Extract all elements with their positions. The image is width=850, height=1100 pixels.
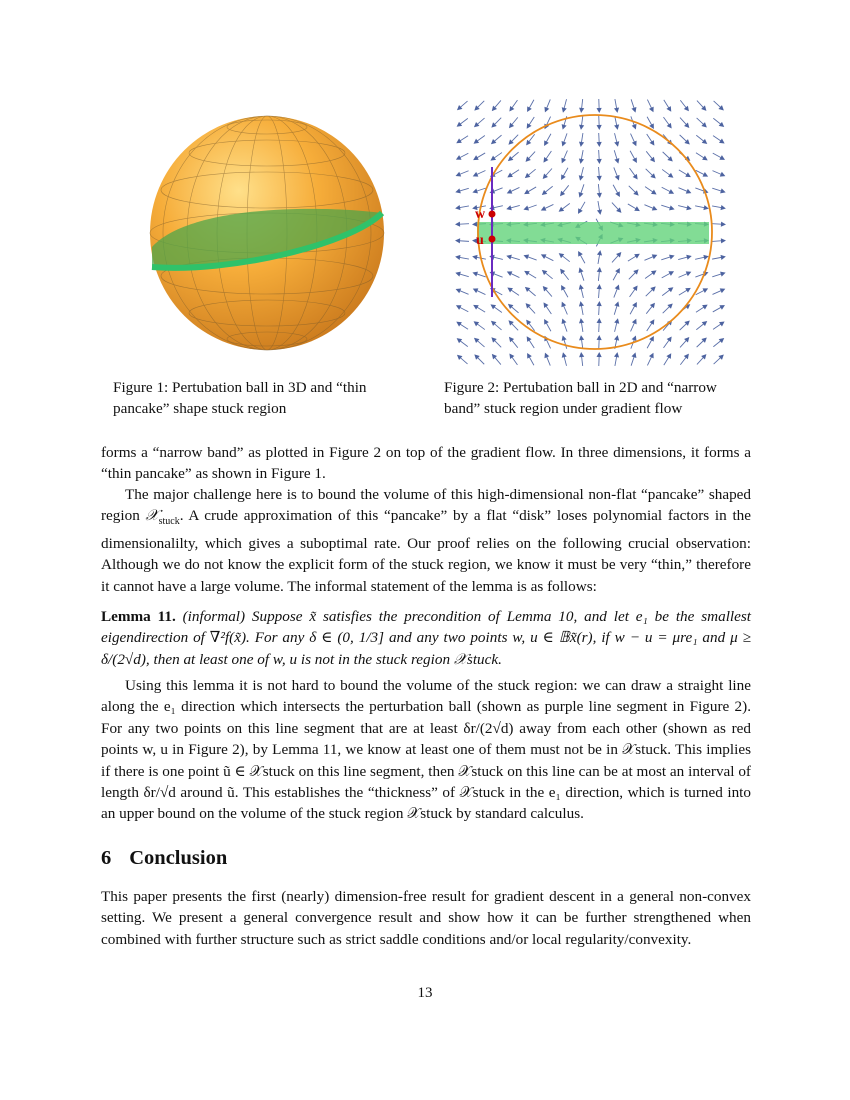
flow-arrow-head — [631, 107, 636, 113]
flow-arrow-head — [560, 269, 565, 275]
flow-arrow-head — [455, 272, 461, 277]
flow-arrow-head — [579, 158, 584, 163]
flow-arrow-head — [720, 272, 726, 277]
figure-2-gradient-flow — [455, 97, 727, 369]
section-number: 6 — [101, 847, 112, 869]
flow-arrow-head — [614, 141, 619, 146]
flow-arrow-head — [456, 138, 462, 143]
stuck-region-symbol: 𝒳 — [145, 507, 159, 525]
flow-arrow-head — [543, 157, 548, 163]
flow-arrow-head — [719, 321, 725, 326]
flow-arrow-head — [509, 337, 514, 343]
flow-arrow-head — [472, 255, 477, 260]
flow-arrow-head — [597, 209, 602, 214]
flow-arrow-head — [579, 352, 584, 357]
flow-arrow-head — [631, 352, 636, 358]
point-w-label: w — [475, 207, 486, 222]
flow-arrow-head — [526, 140, 531, 146]
lemma-label: Lemma 11. — [101, 608, 176, 625]
flow-arrow-head — [702, 305, 708, 310]
flow-arrow-head — [560, 191, 565, 197]
flow-arrow-head — [597, 176, 602, 181]
flow-arrow-head — [614, 318, 619, 323]
flow-arrow-head — [668, 287, 674, 292]
flow-arrow-head — [455, 205, 460, 210]
flow-arrow-head — [719, 338, 725, 343]
flow-arrow-head — [684, 106, 689, 112]
flow-arrow-head — [651, 270, 657, 275]
flow-arrow-head — [562, 124, 567, 130]
flow-arrow-head — [669, 255, 675, 260]
flow-arrow-head — [490, 156, 496, 161]
flow-arrow-head — [719, 139, 725, 144]
flow-arrow-head — [614, 158, 619, 164]
flow-arrow-head — [633, 285, 638, 291]
flow-arrow-head — [457, 122, 463, 127]
flow-arrow-head — [457, 338, 463, 343]
section-title: Conclusion — [129, 847, 228, 869]
flow-arrow-head — [455, 238, 460, 243]
flow-arrow-head — [562, 335, 567, 341]
flow-arrow-head — [614, 335, 619, 340]
flow-arrow-head — [526, 320, 531, 326]
flow-arrow-head — [597, 267, 602, 272]
flow-arrow-head — [527, 336, 532, 342]
flow-arrow-head — [702, 139, 708, 144]
flow-arrow-head — [474, 321, 480, 326]
flow-arrow-head — [509, 353, 514, 359]
flow-arrow-head — [455, 255, 460, 260]
flow-arrow-head — [579, 318, 584, 323]
paragraph-volume-bound: Using this lemma it is not hard to bound the volume of the stuck region: we can draw a straight line along the e₁ direction which intersects the perturbation ball (shown as purple line segment in Figure 2). For any two points on this line segment that are at least δr/(2√d) away from each other (shown as red points w, u in Figure 2), by Lemma 11, we know at least one of them must not be in 𝒳stuck. This implies if there is one point ũ ∈ 𝒳stuck on this line segment, then 𝒳stuck on this line can be at most an interval of length δr/√d around ũ. This establishes the “thickness” of 𝒳stuck in the e₁ direction, which is turned into an upper bound on the volume of the stuck region 𝒳stuck by standard calculus. — [101, 677, 751, 823]
flow-arrow-head — [579, 284, 584, 289]
figure-1-caption: Figure 1: Pertubation ball in 3D and “thin pancake” shape stuck region — [113, 379, 367, 417]
flow-arrow-head — [597, 159, 602, 164]
flow-arrow-head — [490, 304, 496, 309]
figure-1-sphere — [120, 95, 410, 370]
paragraph-pancake-part-a: The major challenge here is to bound the volume of this high-dimensional non-flat “pancake” shaped region — [101, 486, 751, 525]
flow-arrow-head — [614, 352, 619, 357]
flow-arrow-head — [597, 250, 602, 255]
flow-arrow-head — [721, 222, 726, 227]
flow-arrow-head — [597, 301, 602, 306]
flow-arrow-head — [509, 106, 514, 112]
flow-arrow-head — [455, 222, 460, 227]
flow-arrow-head — [456, 322, 462, 327]
flow-arrow-head — [667, 337, 672, 343]
flow-arrow-head — [472, 188, 478, 193]
flow-arrow-head — [702, 321, 708, 326]
point-u-label: u — [476, 233, 484, 248]
flow-arrow-head — [474, 139, 480, 144]
flow-arrow-head — [472, 272, 478, 277]
paragraph-continued: forms a “narrow band” as plotted in Figure 2 on top of the gradient flow. In three dimensions, it forms a “thin pancake” as shown in Figure 1. — [101, 444, 751, 483]
flow-arrow-head — [597, 125, 602, 130]
flow-arrow-head — [614, 301, 619, 307]
flow-arrow-head — [527, 123, 532, 129]
flow-arrow-head — [703, 205, 708, 210]
flow-arrow-head — [542, 190, 548, 195]
flow-arrow-head — [684, 354, 689, 360]
flow-arrow-head — [650, 157, 655, 163]
flow-arrow-head — [614, 107, 619, 112]
flow-arrow-head — [597, 352, 602, 357]
flow-arrow-head — [507, 288, 513, 293]
lemma-11 — [101, 606, 751, 670]
section-heading — [101, 847, 227, 870]
flow-arrow-head — [597, 108, 602, 113]
point-u — [489, 236, 496, 243]
paragraph-conclusion: This paper presents the first (nearly) dimension-free result for gradient descent in a general non-convex setting. We present a general convergence result and show how it can be further strengthened when combined with further structure such as strict saddle conditions and/or local regularity/convexity. — [101, 888, 751, 948]
flow-arrow-head — [666, 106, 671, 112]
flow-arrow-head — [506, 205, 512, 210]
flow-arrow-head — [720, 188, 726, 193]
flow-arrow-head — [559, 207, 565, 212]
flow-arrow-head — [579, 335, 584, 340]
flow-arrow-head — [720, 205, 725, 210]
flow-arrow-head — [686, 255, 691, 260]
flow-arrow-head — [666, 353, 671, 359]
page-number: 13 — [417, 985, 433, 1001]
flow-arrow-head — [721, 238, 726, 243]
stuck-subscript: stuck — [158, 516, 180, 528]
figure-2-caption: Figure 2: Pertubation ball in 2D and “narrow band” stuck region under gradient flow — [444, 379, 717, 417]
flow-arrow-head — [667, 123, 672, 129]
paragraph-pancake-part-b: . A crude approximation of this “pancake” by a flat “disk” loses polynomial factors in the dimensionalilty, which gives a suboptimal rate. Our proof relies on the following crucial observation: Although we do not know the explicit form of the stuck region, we know it must be very “thin,” therefore it cannot have a large volume. The informal statement of the lemma is as follows: — [101, 507, 751, 595]
flow-arrow-head — [544, 302, 549, 308]
flow-arrow-head — [702, 155, 708, 160]
flow-arrow-head — [597, 335, 602, 340]
point-w — [489, 211, 496, 218]
lemma-body: (informal) Suppose x̃ satisfies the precondition of Lemma 10, and let e₁ be the smallest eigendirection of ∇²f(x̃). For any δ ∈ (0, 1/3] and any two points w, u ∈ 𝔹x̃(r), if w − u = μre₁ and μ ≥ δ/(2√d), then at least one of w, u is not in the stuck region 𝒳stuck. — [101, 608, 752, 668]
flow-arrow-head — [455, 188, 461, 193]
flow-arrow-head — [579, 301, 584, 306]
narrow-band — [477, 222, 709, 244]
flow-arrow-head — [562, 352, 567, 357]
flow-arrow-head — [507, 172, 513, 177]
flow-arrow-head — [579, 142, 584, 147]
flow-arrow-head — [579, 175, 584, 180]
flow-arrow-head — [668, 173, 674, 178]
flow-arrow-head — [597, 142, 602, 147]
flow-arrow-head — [597, 318, 602, 323]
flow-arrow-head — [614, 124, 619, 129]
flow-arrow-head — [650, 303, 655, 309]
flow-arrow-head — [720, 255, 725, 260]
flow-arrow-head — [649, 319, 654, 325]
flow-arrow-head — [579, 267, 584, 273]
flow-arrow-head — [686, 205, 691, 210]
paragraph-pancake — [101, 484, 751, 597]
flow-arrow-head — [669, 205, 675, 210]
flow-arrow-head — [649, 140, 654, 146]
flow-arrow-head — [597, 193, 602, 198]
flow-arrow-head — [559, 253, 565, 258]
flow-arrow-head — [579, 125, 584, 130]
flow-arrow-head — [472, 222, 477, 227]
flow-arrow-head — [719, 122, 725, 127]
flow-arrow-head — [506, 255, 512, 260]
flow-arrow-head — [651, 190, 657, 195]
flow-arrow-head — [579, 108, 584, 113]
flow-arrow-head — [562, 107, 567, 112]
flow-arrow-head — [597, 284, 602, 289]
flow-arrow-head — [633, 174, 638, 180]
